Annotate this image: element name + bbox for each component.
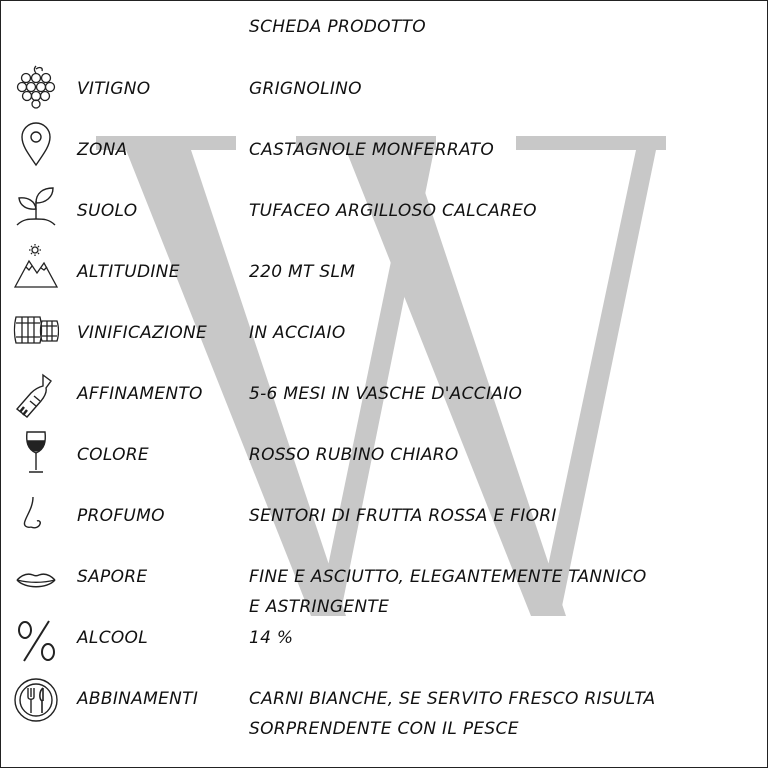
row-label-vinificazione: VINIFICAZIONE	[77, 323, 208, 343]
row-label-abbinamenti: ABBINAMENTI	[77, 689, 199, 709]
row-value-alcool: 14 %	[249, 628, 294, 648]
w-logo-watermark	[96, 96, 746, 636]
page-title: SCHEDA PRODOTTO	[249, 17, 426, 37]
wine-glass-icon	[13, 429, 59, 475]
row-value-colore: ROSSO RUBINO CHIARO	[249, 445, 459, 465]
row-value-sapore-line1: FINE E ASCIUTTO, ELEGANTEMENTE TANNICO	[249, 567, 647, 587]
row-label-vitigno: VITIGNO	[77, 79, 151, 99]
lips-icon	[13, 557, 59, 603]
row-value-abbinamenti-line1: CARNI BIANCHE, SE SERVITO FRESCO RISULTA	[249, 689, 656, 709]
row-value-vitigno: GRIGNOLINO	[249, 79, 362, 99]
row-label-colore: COLORE	[77, 445, 149, 465]
plate-cutlery-icon	[13, 677, 59, 723]
row-label-affinamento: AFFINAMENTO	[77, 384, 203, 404]
nose-icon	[13, 493, 59, 539]
row-value-profumo: SENTORI DI FRUTTA ROSSA E FIORI	[249, 506, 557, 526]
row-label-alcool: ALCOOL	[77, 628, 149, 648]
row-label-sapore: SAPORE	[77, 567, 148, 587]
row-label-profumo: PROFUMO	[77, 506, 165, 526]
location-pin-icon	[13, 121, 59, 167]
percent-icon	[13, 617, 59, 663]
row-value-vinificazione: IN ACCIAIO	[249, 323, 346, 343]
row-value-altitudine: 220 MT SLM	[249, 262, 356, 282]
sprout-icon	[13, 183, 59, 229]
row-label-altitudine: ALTITUDINE	[77, 262, 180, 282]
row-value-abbinamenti-line2: SORPRENDENTE CON IL PESCE	[249, 719, 519, 739]
row-value-affinamento: 5-6 MESI IN VASCHE D'ACCIAIO	[249, 384, 523, 404]
wine-bottle-icon	[13, 373, 59, 419]
row-value-zona: CASTAGNOLE MONFERRATO	[249, 140, 494, 160]
barrels-icon	[13, 307, 59, 353]
grape-icon	[13, 63, 59, 109]
row-label-suolo: SUOLO	[77, 201, 138, 221]
row-label-zona: ZONA	[77, 140, 128, 160]
row-value-sapore-line2: E ASTRINGENTE	[249, 597, 390, 617]
mountain-sun-icon	[13, 243, 59, 289]
row-value-suolo: TUFACEO ARGILLOSO CALCAREO	[249, 201, 537, 221]
